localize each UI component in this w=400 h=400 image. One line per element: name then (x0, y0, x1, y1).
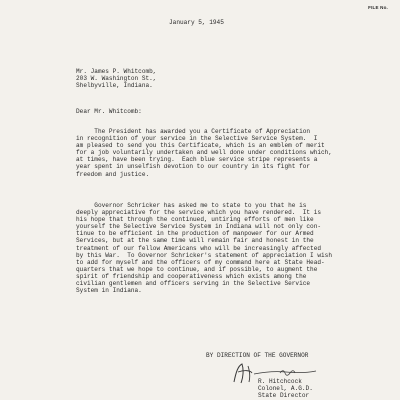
paragraph-line: his hope that through the continued, untiring efforts of men like (76, 216, 314, 224)
paragraph-line: at times, have been trying. Each blue service stripe represents a (76, 156, 318, 164)
paragraph-line: Services, but at the same time will remain fair and honest in the (76, 237, 314, 245)
paragraph-line: for a job voluntarily undertaken and well done under conditions which, (76, 149, 332, 157)
address-line: 203 W. Washington St., (76, 75, 157, 83)
signer-title: State Director (258, 392, 310, 400)
address-line: Shelbyville, Indiana. (76, 82, 153, 90)
paragraph-line: freedom and justice. (76, 170, 150, 178)
recipient-address (76, 68, 156, 89)
paragraph-line: deeply appreciative for the service which you have rendered. It is (76, 209, 322, 217)
signer-rank: Colonel, A.G.D. (258, 385, 313, 393)
signer-block (258, 378, 313, 399)
paragraph-line: quarters that we hope to continue, and if possible, to augment the (76, 265, 318, 273)
paragraph-line: to add for myself and the officers of my command here at State Head- (76, 258, 325, 266)
paragraph-line: am pleased to send you this Certificate, which is an emblem of merit (76, 142, 325, 150)
address-line: Mr. James P. Whitcomb, (76, 68, 157, 75)
paragraph-line: tinue to be efficient in the production of manpower for our Armed (76, 230, 314, 238)
paragraph-line: year spent in unselfish devotion to our country in its fight for (76, 163, 311, 171)
file-number-label: FILE No. (368, 5, 388, 10)
paragraph-line: in recognition of your service in the Selective Service System. I (76, 135, 318, 143)
paragraph-line: civilian gentlemen and officers serving in the Selective Service (76, 280, 311, 288)
paragraph-line: System in Indiana. (76, 287, 142, 295)
paragraph-line: treatment of our fellow Americans who will be increasingly affected (76, 244, 322, 252)
letter-date: January 5, 1945 (169, 19, 224, 26)
paragraph-line: yourself the Selective Service System in Indiana will not only con- (76, 223, 322, 231)
paragraph-line: Governor Schricker has asked me to state to you that he is (76, 202, 307, 209)
salutation: Dear Mr. Whitcomb: (76, 108, 142, 115)
closing-line: BY DIRECTION OF THE GOVERNOR (206, 352, 309, 359)
body-paragraph-1 (76, 128, 394, 178)
body-paragraph-2 (76, 202, 394, 294)
signer-name: R. Hitchcock (258, 378, 302, 385)
paragraph-line: The President has awarded you a Certificate of Appreciation (76, 128, 311, 135)
paragraph-line: by this War. To Governor Schricker's statement of appreciation I wish (76, 251, 332, 259)
paragraph-line: spirit of friendship and cooperativeness which exists among the (76, 272, 307, 280)
